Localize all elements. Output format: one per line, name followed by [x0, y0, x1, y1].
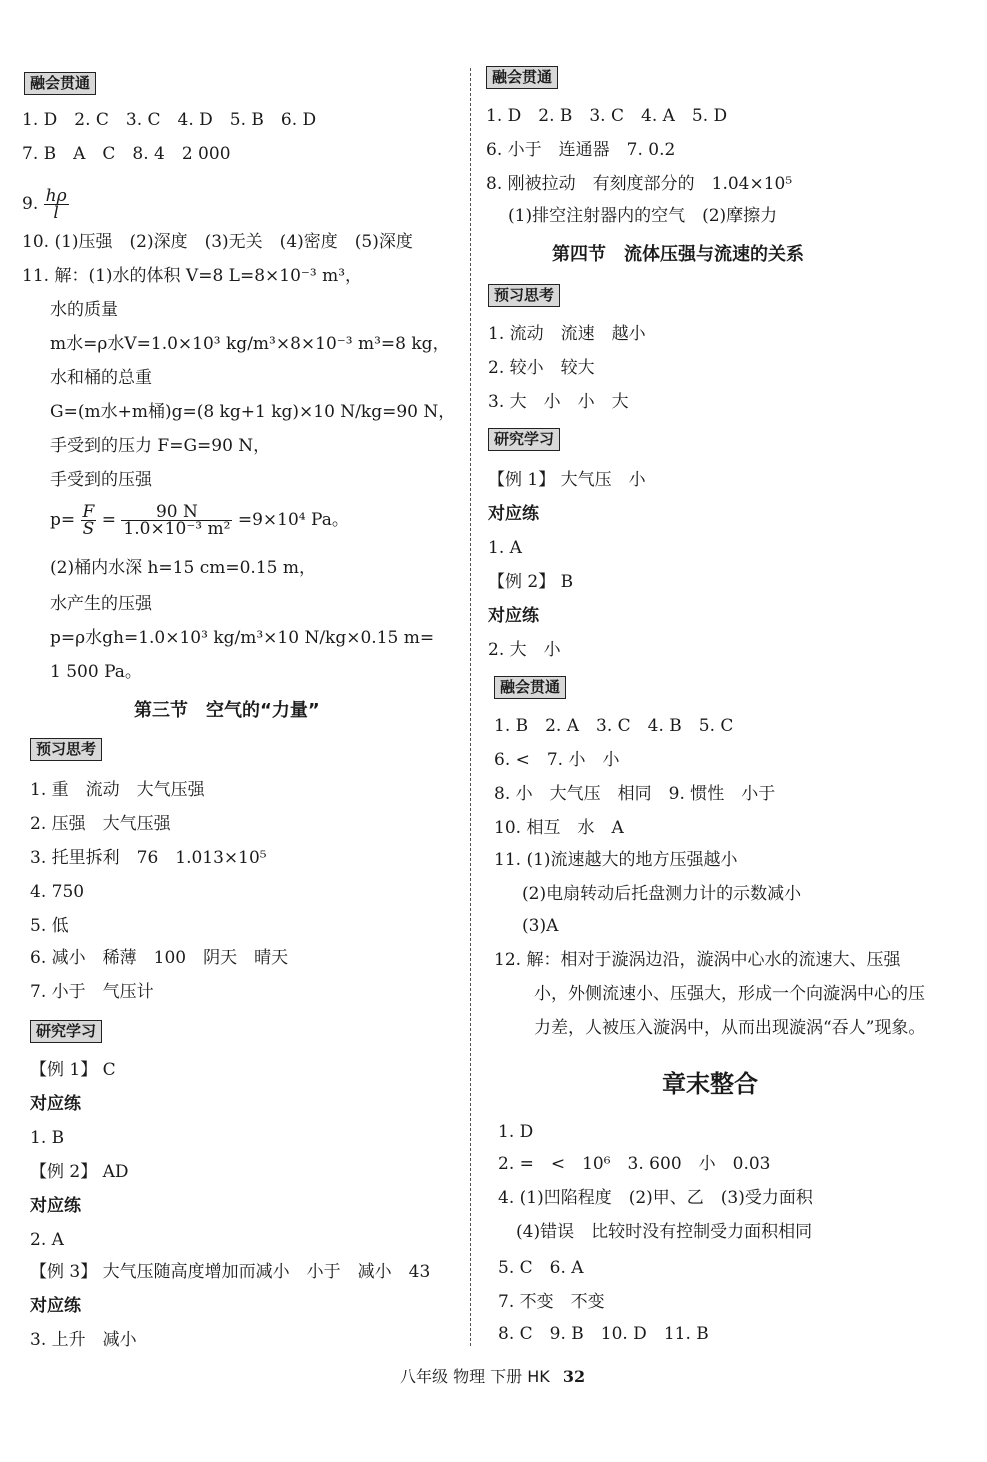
section-badge-yjxx: 研究学习	[488, 428, 560, 451]
answer-line: 1 500 Pa。	[50, 662, 142, 682]
book-label: 八年级 物理 下册 HK	[400, 1367, 550, 1386]
fraction-denominator: 1.0×10⁻³ m²	[123, 519, 231, 539]
formula-equals: =	[101, 510, 116, 530]
section-title: 第三节 空气的“力量”	[134, 700, 320, 721]
answer-line: 11. (1)流速越大的地方压强越小	[494, 850, 738, 870]
pressure-formula	[50, 504, 349, 544]
example-line: 【例 2】 AD	[30, 1162, 129, 1182]
answer-line: 4. (1)凹陷程度 (2)甲、乙 (3)受力面积	[498, 1188, 813, 1208]
answer-line: 3. 上升 减小	[30, 1330, 137, 1350]
answer-line: 1. 流动 流速 越小	[488, 324, 646, 344]
page-number: 32	[562, 1367, 586, 1386]
answer-line: (2)电扇转动后托盘测力计的示数减小	[522, 884, 802, 904]
answer-line: (4)错误 比较时没有控制受力面积相同	[516, 1222, 813, 1242]
answer-line: 手受到的压强	[50, 470, 152, 490]
fraction-numerator: hρ	[45, 186, 67, 206]
section-badge-yjxx: 研究学习	[30, 1020, 102, 1043]
answer-line: 6. 减小 稀薄 100 阴天 晴天	[30, 948, 289, 968]
fraction-numerator: 90 N	[121, 504, 232, 521]
answer-line: 2. 大 小	[488, 640, 561, 660]
answer-line: 3. 大 小 小 大	[488, 392, 629, 412]
answer-line: 8. 刚被拉动 有刻度部分的 1.04×10⁵	[486, 174, 793, 194]
chapter-summary-title: 章末整合	[662, 1070, 758, 1098]
answer-line: 小，外侧流速小、压强大，形成一个向漩涡中心的压	[534, 984, 925, 1004]
section-badge-rhgt: 融会贯通	[494, 676, 566, 699]
answer-line: 10. (1)压强 (2)深度 (3)无关 (4)密度 (5)深度	[22, 232, 413, 252]
answer-line: 2. 较小 较大	[488, 358, 595, 378]
answer-line: 力差，人被压入漩涡中，从而出现漩涡“吞人”现象。	[534, 1018, 926, 1038]
practice-heading: 对应练	[30, 1196, 81, 1216]
formula-rhs: =9×10⁴ Pa。	[237, 510, 349, 530]
answer-line: 水的质量	[50, 300, 118, 320]
answer-line: G=(m水+m桶)g=(8 kg+1 kg)×10 N/kg=90 N，	[50, 402, 456, 422]
practice-heading: 对应练	[488, 504, 539, 524]
answer-line: 8. C 9. B 10. D 11. B	[498, 1324, 709, 1344]
answer-line: 1. D	[498, 1122, 534, 1142]
section-badge-rhgt: 融会贯通	[486, 66, 558, 89]
answer-line: 水和桶的总重	[50, 368, 152, 388]
answer-line: 5. C 6. A	[498, 1258, 584, 1278]
formula-lhs: p=	[50, 510, 76, 530]
answer-line: 水产生的压强	[50, 594, 152, 614]
section-badge-rhgt: 融会贯通	[24, 72, 96, 95]
answer-line: p=ρ水gh=1.0×10³ kg/m³×10 N/kg×0.15 m=	[50, 628, 435, 648]
answer-line-fraction	[22, 188, 69, 224]
answer-line: 2. 压强 大气压强	[30, 814, 171, 834]
answer-line: 12. 解：相对于漩涡边沿，漩涡中心水的流速大、压强	[494, 950, 901, 970]
column-divider	[470, 68, 471, 1346]
answer-line: 1. A	[488, 538, 522, 558]
fraction	[81, 504, 97, 537]
answer-line: 2. = < 10⁶ 3. 600 小 0.03	[498, 1154, 771, 1174]
answer-line: 7. 不变 不变	[498, 1292, 605, 1312]
example-line: 【例 3】 大气压随高度增加而减小 小于 减小 43	[30, 1262, 431, 1282]
practice-heading: 对应练	[30, 1094, 81, 1114]
page-footer	[400, 1364, 585, 1387]
answer-line: 2. A	[30, 1230, 64, 1250]
answer-line: 6. 小于 连通器 7. 0.2	[486, 140, 676, 160]
answer-line: 1. 重 流动 大气压强	[30, 780, 205, 800]
answer-line: m水=ρ水V=1.0×10³ kg/m³×8×10⁻³ m³=8 kg，	[50, 334, 450, 354]
answer-line: (2)桶内水深 h=15 cm=0.15 m，	[50, 558, 316, 578]
fraction	[121, 504, 232, 537]
answer-line: 5. 低	[30, 916, 69, 936]
answer-line: 1. B 2. A 3. C 4. B 5. C	[494, 716, 734, 736]
answer-line: 1. D 2. B 3. C 4. A 5. D	[486, 106, 728, 126]
fraction-denominator: l	[53, 203, 59, 223]
answer-line: 4. 750	[30, 882, 85, 902]
practice-heading: 对应练	[488, 606, 539, 626]
answer-line: 3. 托里拆利 76 1.013×10⁵	[30, 848, 267, 868]
answer-line: 10. 相互 水 A	[494, 818, 624, 838]
answer-line: 7. B A C 8. 4 2 000	[22, 144, 231, 164]
answer-line: 11. 解：(1)水的体积 V=8 L=8×10⁻³ m³，	[22, 266, 363, 286]
answer-line: 6. < 7. 小 小	[494, 750, 620, 770]
section-title: 第四节 流体压强与流速的关系	[552, 244, 804, 265]
section-badge-yxsk: 预习思考	[30, 738, 102, 761]
answer-line: (3)A	[522, 916, 559, 936]
answer-line: 1. D 2. C 3. C 4. D 5. B 6. D	[22, 110, 317, 130]
fraction-numerator: F	[82, 502, 95, 522]
q9-number: 9.	[22, 194, 39, 214]
example-line: 【例 2】 B	[488, 572, 574, 592]
fraction	[44, 188, 69, 221]
section-badge-yxsk: 预习思考	[488, 284, 560, 307]
fraction-denominator: S	[82, 519, 95, 539]
answer-line: 1. B	[30, 1128, 65, 1148]
answer-line: (1)排空注射器内的空气 (2)摩擦力	[508, 206, 778, 226]
example-line: 【例 1】 大气压 小	[488, 470, 646, 490]
answer-line: 7. 小于 气压计	[30, 982, 154, 1002]
answer-line: 手受到的压力 F=G=90 N，	[50, 436, 271, 456]
practice-heading: 对应练	[30, 1296, 81, 1316]
example-line: 【例 1】 C	[30, 1060, 116, 1080]
answer-line: 8. 小 大气压 相同 9. 惯性 小于	[494, 784, 776, 804]
